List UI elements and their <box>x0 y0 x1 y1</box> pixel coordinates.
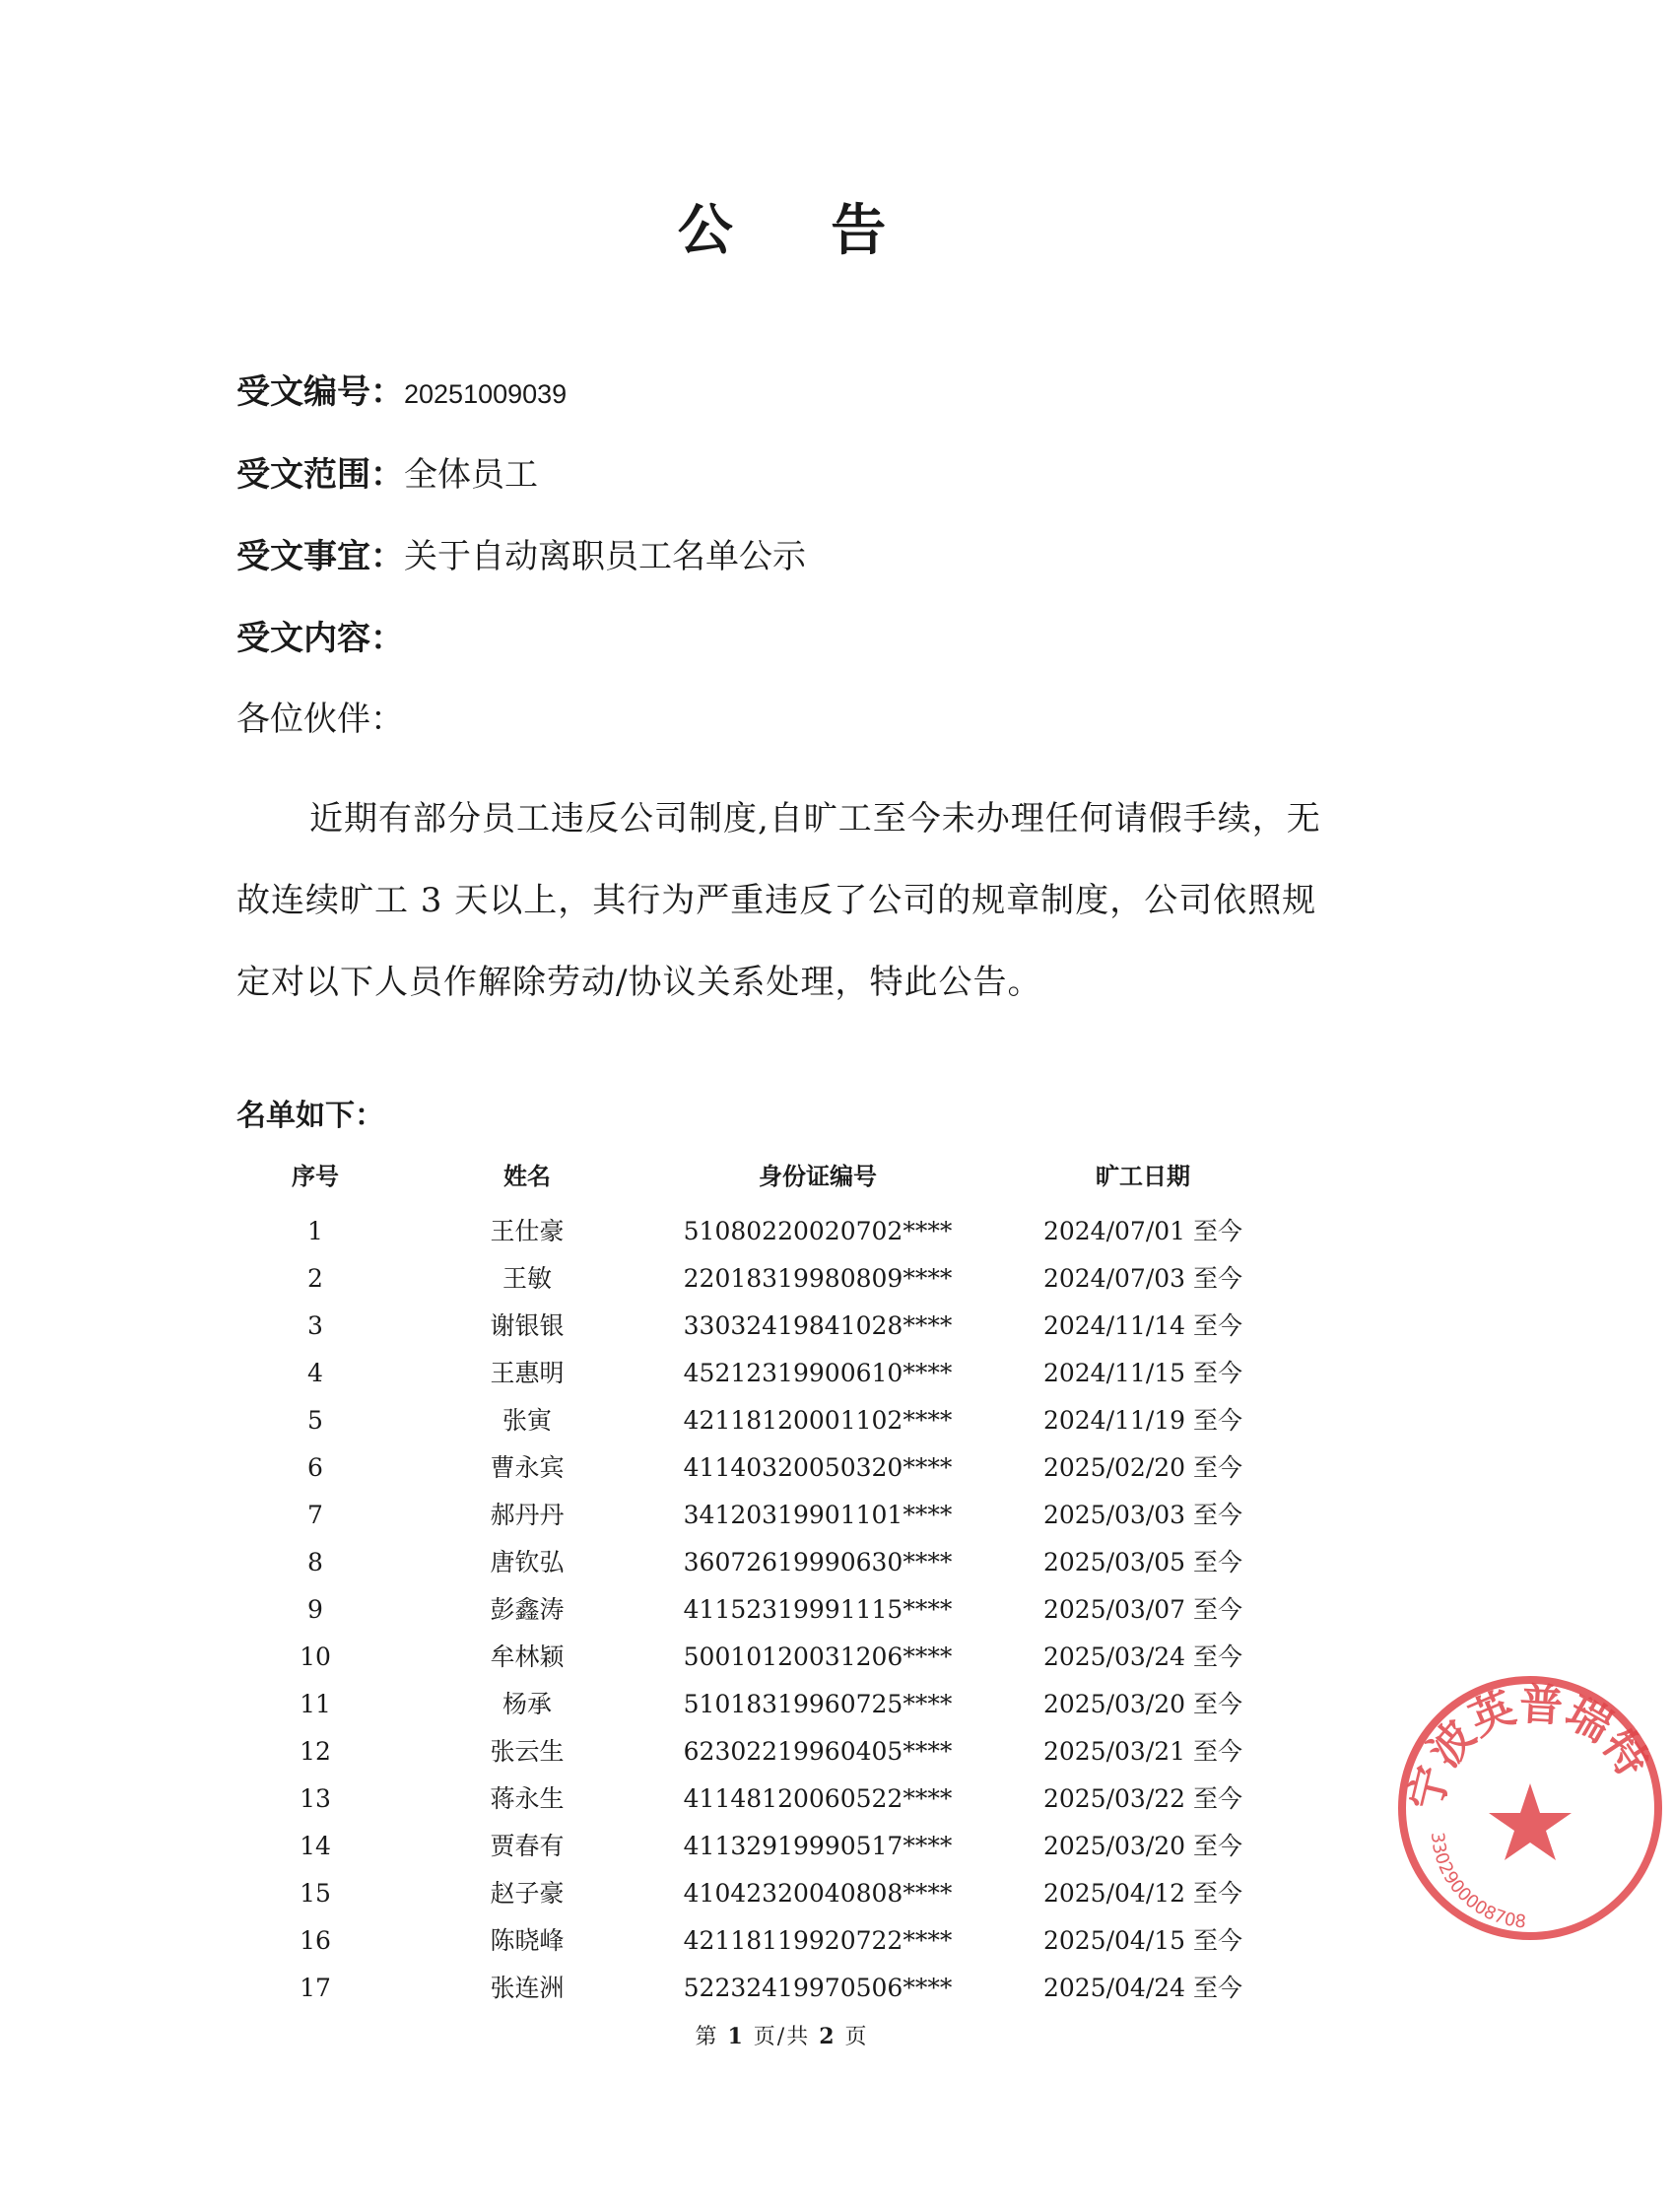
header-index: 序号 <box>292 1163 339 1190</box>
row-index: 9 <box>307 1595 323 1624</box>
subject-field <box>236 537 806 576</box>
doc-number-label: 受文编号： <box>236 372 404 412</box>
seal-text: 宁波英普瑞特 <box>1400 1679 1658 1816</box>
row-absence-date: 2025/03/20 至今 <box>1042 1690 1243 1718</box>
row-index: 16 <box>300 1926 331 1955</box>
row-absence-date: 2025/03/24 至今 <box>1042 1642 1243 1671</box>
row-id-number: 41042320040808**** <box>683 1879 953 1908</box>
row-index: 10 <box>300 1642 331 1671</box>
table-row <box>236 1255 1271 1303</box>
scope-field <box>236 455 538 495</box>
page-title: 公 告 <box>677 199 926 263</box>
seal-code: 3302900008708 <box>1426 1831 1527 1933</box>
svg-text:3302900008708 <box>1427 1832 1527 1933</box>
row-absence-date: 2025/03/05 至今 <box>1042 1548 1243 1576</box>
doc-number-field <box>236 372 567 414</box>
footer-prefix: 第 <box>695 2025 719 2049</box>
table-row <box>236 1492 1271 1539</box>
row-name: 杨承 <box>502 1690 552 1718</box>
content-label: 受文内容： <box>236 619 404 658</box>
row-index: 8 <box>307 1548 323 1576</box>
table-row <box>236 1917 1271 1965</box>
row-absence-date: 2025/03/20 至今 <box>1042 1832 1243 1860</box>
row-name: 蒋永生 <box>490 1784 565 1813</box>
row-absence-date: 2024/07/01 至今 <box>1042 1217 1243 1245</box>
row-id-number: 34120319901101**** <box>683 1501 953 1529</box>
row-id-number: 41148120060522**** <box>683 1784 953 1813</box>
row-absence-date: 2025/03/22 至今 <box>1042 1784 1243 1813</box>
row-id-number: 41140320050320**** <box>683 1453 953 1482</box>
announcement-body: 近期有部分员工违反公司制度,自旷工至今未办理任何请假手续，无故连续旷工 3 天以上，其行为严重违反了公司的规章制度，公司依照规定对以下人员作解除劳动/协议关系处理，特此公告。 <box>236 799 1321 1002</box>
row-absence-date: 2025/02/20 至今 <box>1042 1453 1243 1482</box>
footer-suffix: 页 <box>844 2025 869 2049</box>
footer-mid: 页/共 <box>753 2025 811 2049</box>
table-row <box>236 1397 1271 1444</box>
table-row <box>236 1208 1271 1255</box>
row-name: 张连洲 <box>490 1974 565 2002</box>
row-index: 17 <box>300 1974 331 2002</box>
content-field <box>236 619 404 658</box>
table-row <box>236 1870 1271 1917</box>
row-id-number: 42118119920722**** <box>683 1926 953 1955</box>
table-row <box>236 1776 1271 1823</box>
table-row <box>236 1586 1271 1634</box>
row-id-number: 52232419970506**** <box>683 1974 953 2002</box>
row-index: 6 <box>307 1453 323 1482</box>
row-name: 牟林颖 <box>490 1642 565 1671</box>
row-index: 11 <box>300 1690 331 1718</box>
table-row <box>236 1539 1271 1586</box>
table-row <box>236 1823 1271 1870</box>
row-index: 14 <box>300 1832 331 1860</box>
row-index: 5 <box>307 1406 323 1435</box>
company-seal-stamp <box>1387 1665 1673 1951</box>
row-name: 张寅 <box>502 1406 552 1435</box>
row-name: 谢银银 <box>490 1311 565 1340</box>
row-absence-date: 2025/03/07 至今 <box>1042 1595 1243 1624</box>
row-absence-date: 2025/03/21 至今 <box>1042 1737 1243 1766</box>
row-index: 4 <box>307 1359 323 1387</box>
page-footer <box>0 2020 1564 2050</box>
row-name: 王敏 <box>502 1264 552 1293</box>
row-index: 1 <box>307 1217 323 1245</box>
row-absence-date: 2024/11/15 至今 <box>1042 1359 1243 1387</box>
row-index: 15 <box>300 1879 331 1908</box>
row-id-number: 33032419841028**** <box>683 1311 953 1340</box>
row-id-number: 51080220020702**** <box>683 1217 953 1245</box>
scope-value: 全体员工 <box>404 455 538 495</box>
header-absence-date: 旷工日期 <box>1096 1163 1190 1190</box>
row-name: 彭鑫涛 <box>490 1595 565 1624</box>
row-id-number: 41132919990517**** <box>683 1832 953 1860</box>
row-index: 12 <box>300 1737 331 1766</box>
row-absence-date: 2024/07/03 至今 <box>1042 1264 1243 1293</box>
row-index: 2 <box>307 1264 323 1293</box>
row-id-number: 45212319900610**** <box>683 1359 953 1387</box>
row-name: 张云生 <box>490 1737 565 1766</box>
doc-number-value: 20251009039 <box>404 379 568 409</box>
table-header-row <box>236 1153 1271 1200</box>
greeting: 各位伙伴： <box>236 700 404 739</box>
subject-value: 关于自动离职员工名单公示 <box>404 537 806 576</box>
list-title: 名单如下： <box>236 1099 384 1133</box>
scope-label: 受文范围： <box>236 455 404 495</box>
table-row <box>236 1634 1271 1681</box>
row-name: 王仕豪 <box>490 1217 565 1245</box>
row-absence-date: 2025/04/15 至今 <box>1042 1926 1243 1955</box>
table-row <box>236 1350 1271 1397</box>
row-id-number: 41152319991115**** <box>683 1595 953 1624</box>
row-id-number: 22018319980809**** <box>683 1264 953 1293</box>
row-absence-date: 2024/11/14 至今 <box>1042 1311 1243 1340</box>
subject-label: 受文事宜： <box>236 537 404 576</box>
row-absence-date: 2024/11/19 至今 <box>1042 1406 1243 1435</box>
row-absence-date: 2025/04/12 至今 <box>1042 1879 1243 1908</box>
row-id-number: 62302219960405**** <box>683 1737 953 1766</box>
row-name: 陈晓峰 <box>490 1926 565 1955</box>
table-row <box>236 1965 1271 2012</box>
table-row <box>236 1681 1271 1728</box>
svg-text:宁波英普瑞特 <box>1401 1679 1658 1815</box>
header-name: 姓名 <box>503 1163 551 1190</box>
row-absence-date: 2025/03/03 至今 <box>1042 1501 1243 1529</box>
row-name: 贾春有 <box>490 1832 565 1860</box>
row-index: 7 <box>307 1501 323 1529</box>
table-row <box>236 1728 1271 1776</box>
row-name: 郝丹丹 <box>490 1501 565 1529</box>
row-id-number: 36072619990630**** <box>683 1548 953 1576</box>
header-id-number: 身份证编号 <box>759 1163 877 1190</box>
footer-page-number: 1 <box>727 2024 745 2049</box>
row-id-number: 42118120001102**** <box>683 1406 953 1435</box>
row-index: 13 <box>300 1784 331 1813</box>
row-absence-date: 2025/04/24 至今 <box>1042 1974 1243 2002</box>
row-id-number: 51018319960725**** <box>683 1690 953 1718</box>
row-id-number: 50010120031206**** <box>683 1642 953 1671</box>
row-name: 赵子豪 <box>490 1879 565 1908</box>
table-row <box>236 1444 1271 1492</box>
row-name: 王惠明 <box>490 1359 565 1387</box>
row-index: 3 <box>307 1311 323 1340</box>
row-name: 曹永宾 <box>490 1453 565 1482</box>
row-name: 唐钦弘 <box>490 1548 565 1576</box>
footer-page-total: 2 <box>819 2024 836 2049</box>
table-row <box>236 1303 1271 1350</box>
